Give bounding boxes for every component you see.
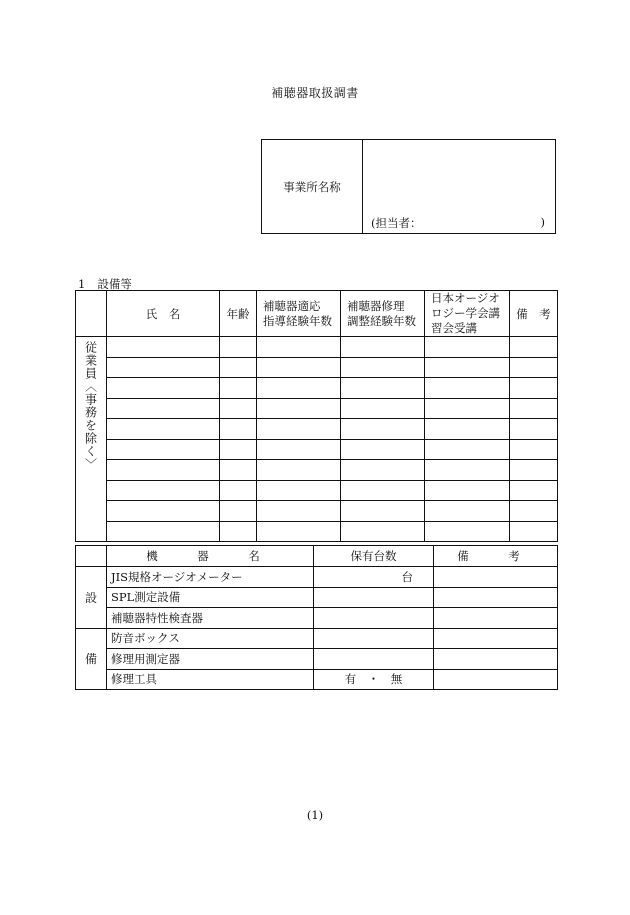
staff-age-cell[interactable] xyxy=(220,521,257,542)
table-row xyxy=(76,669,558,690)
office-name-box xyxy=(261,139,556,234)
header-remarks: 備 考 xyxy=(510,291,558,337)
staff-jsa-cell[interactable] xyxy=(425,337,510,358)
staff-jsa-cell[interactable] xyxy=(425,378,510,399)
equipment-count-cell[interactable] xyxy=(314,628,434,649)
equipment-name-cell: 補聴器特性検査器 xyxy=(107,608,314,629)
staff-age-cell[interactable] xyxy=(220,378,257,399)
staff-repair-cell[interactable] xyxy=(341,480,425,501)
staff-jsa-cell[interactable] xyxy=(425,501,510,522)
equipment-count-cell[interactable] xyxy=(314,649,434,670)
header-jsa-course xyxy=(425,291,510,337)
equipment-header-blank xyxy=(76,546,107,567)
staff-repair-cell[interactable] xyxy=(341,378,425,399)
header-repair-years xyxy=(341,291,425,337)
table-row xyxy=(76,460,558,481)
staff-repair-cell[interactable] xyxy=(341,501,425,522)
equipment-name-cell: SPL測定設備 xyxy=(107,587,314,608)
staff-guidance-cell[interactable] xyxy=(257,501,341,522)
staff-header-row xyxy=(76,291,558,337)
staff-remarks-cell[interactable] xyxy=(510,460,558,481)
staff-table xyxy=(75,290,558,542)
office-name-field[interactable] xyxy=(363,140,555,233)
header-repair-line1: 補聴器修理 xyxy=(347,298,405,313)
equipment-name-cell: JIS規格オージオメーター xyxy=(107,567,314,588)
staff-guidance-cell[interactable] xyxy=(257,521,341,542)
staff-remarks-cell[interactable] xyxy=(510,521,558,542)
staff-name-cell[interactable] xyxy=(107,521,220,542)
staff-repair-cell[interactable] xyxy=(341,460,425,481)
staff-age-cell[interactable] xyxy=(220,398,257,419)
header-age: 年齢 xyxy=(220,291,257,337)
staff-name-cell[interactable] xyxy=(107,378,220,399)
table-row xyxy=(76,439,558,460)
equipment-side-label-bottom: 備 xyxy=(76,628,107,690)
equipment-table xyxy=(75,545,558,690)
page-number: (1) xyxy=(306,808,324,822)
equipment-header-row xyxy=(76,546,558,567)
staff-header-blank xyxy=(76,291,107,337)
header-guidance-line2: 指導経験年数 xyxy=(263,313,332,328)
staff-remarks-cell[interactable] xyxy=(510,439,558,460)
table-row xyxy=(76,628,558,649)
table-row xyxy=(76,357,558,378)
header-repair-line2: 調整経験年数 xyxy=(347,313,416,328)
staff-age-cell[interactable] xyxy=(220,460,257,481)
staff-name-cell[interactable] xyxy=(107,480,220,501)
staff-remarks-cell[interactable] xyxy=(510,480,558,501)
staff-guidance-cell[interactable] xyxy=(257,460,341,481)
staff-name-cell[interactable] xyxy=(107,419,220,440)
table-row xyxy=(76,480,558,501)
staff-jsa-cell[interactable] xyxy=(425,419,510,440)
header-jsa-line2: ロジー学会講 xyxy=(431,306,500,320)
header-guidance-line1: 補聴器適応 xyxy=(263,298,321,313)
section-title: 設備等 xyxy=(97,277,132,291)
staff-remarks-cell[interactable] xyxy=(510,357,558,378)
equipment-remarks-cell[interactable] xyxy=(434,669,558,690)
equipment-remarks-cell[interactable] xyxy=(434,628,558,649)
table-row xyxy=(76,419,558,440)
header-jsa-line3: 習会受講 xyxy=(431,321,477,335)
staff-name-cell[interactable] xyxy=(107,337,220,358)
equipment-count-cell[interactable]: 台 xyxy=(314,567,434,588)
staff-guidance-cell[interactable] xyxy=(257,398,341,419)
staff-guidance-cell[interactable] xyxy=(257,480,341,501)
table-row xyxy=(76,337,558,358)
staff-repair-cell[interactable] xyxy=(341,357,425,378)
staff-guidance-cell[interactable] xyxy=(257,439,341,460)
header-guidance-years xyxy=(257,291,341,337)
equipment-count-cell[interactable] xyxy=(314,608,434,629)
staff-guidance-cell[interactable] xyxy=(257,419,341,440)
staff-repair-cell[interactable] xyxy=(341,398,425,419)
staff-jsa-cell[interactable] xyxy=(425,460,510,481)
staff-jsa-cell[interactable] xyxy=(425,439,510,460)
table-row xyxy=(76,587,558,608)
table-row xyxy=(76,378,558,399)
staff-age-cell[interactable] xyxy=(220,480,257,501)
staff-age-cell[interactable] xyxy=(220,357,257,378)
staff-jsa-cell[interactable] xyxy=(425,357,510,378)
table-row xyxy=(76,501,558,522)
staff-repair-cell[interactable] xyxy=(341,419,425,440)
staff-jsa-cell[interactable] xyxy=(425,521,510,542)
header-equipment-count: 保有台数 xyxy=(314,546,434,567)
document-title: 補聴器取扱調書 xyxy=(271,86,359,100)
staff-name-cell[interactable] xyxy=(107,501,220,522)
equipment-remarks-cell[interactable] xyxy=(434,567,558,588)
header-equipment-remarks: 備 考 xyxy=(434,546,558,567)
staff-age-cell[interactable] xyxy=(220,337,257,358)
staff-remarks-cell[interactable] xyxy=(510,398,558,419)
equipment-side-label-top: 設 xyxy=(76,567,107,629)
section-number: 1 xyxy=(78,277,86,291)
staff-side-label xyxy=(76,337,107,542)
equipment-remarks-cell[interactable] xyxy=(434,587,558,608)
staff-name-cell[interactable] xyxy=(107,357,220,378)
contact-person-label: (担当者： xyxy=(371,216,422,230)
staff-repair-cell[interactable] xyxy=(341,337,425,358)
equipment-count-cell[interactable] xyxy=(314,587,434,608)
table-row xyxy=(76,398,558,419)
staff-repair-cell[interactable] xyxy=(341,521,425,542)
equipment-remarks-cell[interactable] xyxy=(434,608,558,629)
header-name: 氏 名 xyxy=(107,291,220,337)
header-jsa-line1: 日本オージオ xyxy=(431,291,500,305)
staff-remarks-cell[interactable] xyxy=(510,501,558,522)
table-row xyxy=(76,567,558,588)
table-row xyxy=(76,649,558,670)
office-name-label: 事業所名称 xyxy=(262,140,363,233)
contact-person-line xyxy=(371,215,545,231)
header-equipment-name: 機 器 名 xyxy=(107,546,314,567)
staff-jsa-cell[interactable] xyxy=(425,398,510,419)
staff-age-cell[interactable] xyxy=(220,439,257,460)
repair-tools-yes-no[interactable]: 有 ・ 無 xyxy=(314,669,434,690)
staff-age-cell[interactable] xyxy=(220,501,257,522)
equipment-name-cell: 修理工具 xyxy=(107,669,314,690)
equipment-name-cell: 防音ボックス xyxy=(107,628,314,649)
staff-remarks-cell[interactable] xyxy=(510,337,558,358)
staff-repair-cell[interactable] xyxy=(341,439,425,460)
staff-remarks-cell[interactable] xyxy=(510,419,558,440)
staff-guidance-cell[interactable] xyxy=(257,378,341,399)
contact-person-close: ) xyxy=(540,215,545,229)
staff-name-cell[interactable] xyxy=(107,460,220,481)
staff-jsa-cell[interactable] xyxy=(425,480,510,501)
staff-name-cell[interactable] xyxy=(107,398,220,419)
table-row xyxy=(76,521,558,542)
equipment-remarks-cell[interactable] xyxy=(434,649,558,670)
staff-age-cell[interactable] xyxy=(220,419,257,440)
staff-guidance-cell[interactable] xyxy=(257,357,341,378)
staff-remarks-cell[interactable] xyxy=(510,378,558,399)
table-row xyxy=(76,608,558,629)
staff-name-cell[interactable] xyxy=(107,439,220,460)
staff-side-label-text: 従業員〈事務を除く〉 xyxy=(83,341,98,471)
equipment-name-cell: 修理用測定器 xyxy=(107,649,314,670)
staff-guidance-cell[interactable] xyxy=(257,337,341,358)
